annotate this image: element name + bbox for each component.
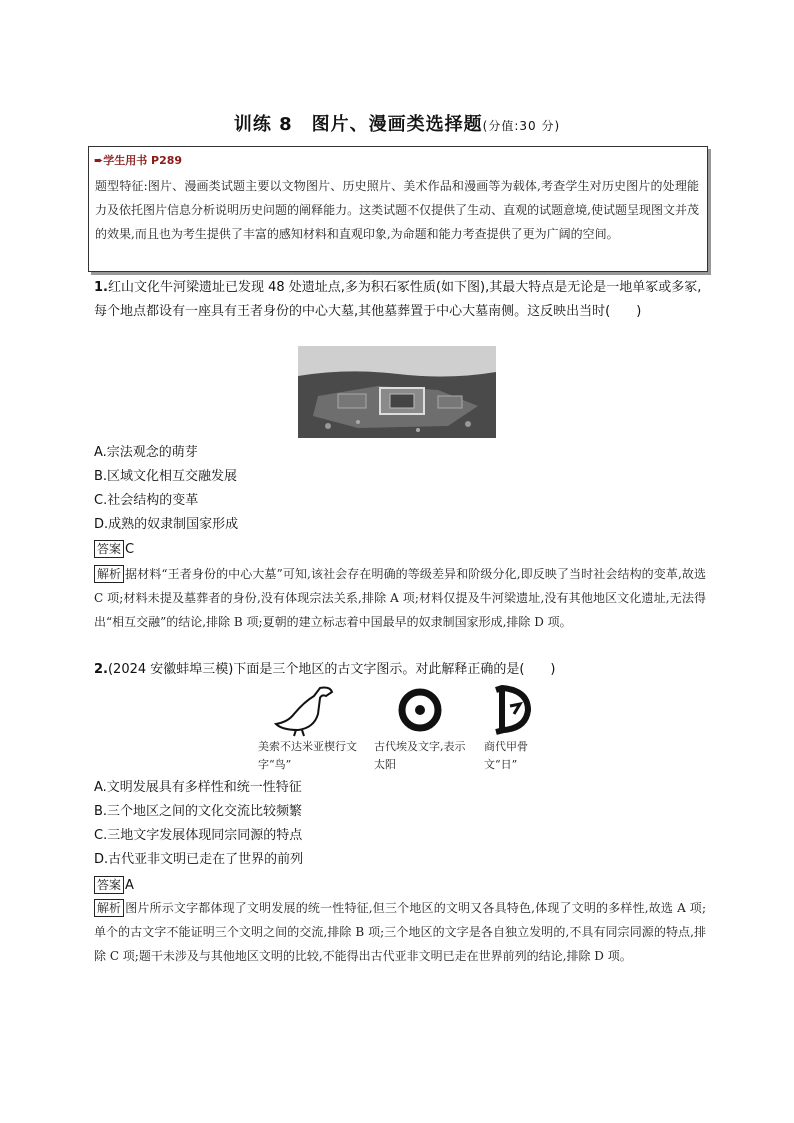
- title-text: 训练 8 图片、漫画类选择题: [233, 114, 483, 135]
- analysis-label: 解析: [94, 899, 124, 917]
- question-1-stem: [94, 276, 706, 324]
- type-description: 题型特征:图片、漫画类试题主要以文物图片、历史照片、美术作品和漫画等为载体,考查学生对历史图片的处理能力及依托图片信息分析说明历史问题的阐释能力。这类试题不仅提供了生动、直观的试题意境,使试题呈现图文并茂的效果,而且也为考生提供了丰富的感知材料和直观印象,为命题和能力考查提供了更为广阔的空间。: [95, 179, 699, 241]
- question-1-options: [94, 441, 238, 537]
- option-d[interactable]: D.古代亚非文明已走在了世界的前列: [94, 852, 304, 867]
- question-2-number: 2.: [94, 662, 108, 677]
- answer-label: 答案: [94, 540, 124, 558]
- caption-oracle-bone: 商代甲骨文“日”: [484, 740, 528, 771]
- question-type-box: [88, 146, 708, 272]
- caption-egyptian: 古代埃及文字,表示太阳: [374, 740, 466, 771]
- answer-label: 答案: [94, 876, 124, 894]
- analysis-label: 解析: [94, 565, 124, 583]
- question-1-answer: [94, 540, 134, 559]
- analysis-text: 图片所示文字都体现了文明发展的统一性特征,但三个地区的文明又各具特色,体现了文明的多样性,故选 A 项;单个的古文字不能证明三个文明之间的交流,排除 B 项;三个地区的文字是各自独立发明的,不具有同宗同源的特点,排除 C 项;题干未涉及与其他地区文明的比较,不能得出古代亚非文明已走在世界前列的结论,排除 D 项。: [94, 901, 706, 963]
- option-b[interactable]: B.区域文化相互交融发展: [94, 469, 238, 484]
- analysis-text: 据材料“王者身份的中心大墓”可知,该社会存在明确的等级差异和阶级分化,即反映了当时社会结构的变革,故选 C 项;材料未提及墓葬者的身份,没有体现宗法关系,排除 A 项;材料仅提及牛河梁遗址,没有其他地区文化遗址,无法得出“相互交融”的结论,排除 B 项;夏朝的建立标志着中国最早的奴隶制国家形成,排除 D 项。: [94, 567, 706, 629]
- question-2-options: [94, 776, 303, 872]
- question-2-answer: [94, 876, 134, 895]
- tomb-site-photo: [298, 346, 496, 438]
- option-a[interactable]: A.宗法观念的萌芽: [94, 445, 198, 460]
- option-d[interactable]: D.成熟的奴隶制国家形成: [94, 517, 239, 532]
- caption-cuneiform: 美索不达米亚楔行文字“鸟”: [258, 740, 357, 771]
- option-b[interactable]: B.三个地区之间的文化交流比较频繁: [94, 804, 303, 819]
- oracle-bone-sun-glyph: [488, 684, 536, 736]
- question-2-text: (2024 安徽蚌埠三模)下面是三个地区的古文字图示。对此解释正确的是( ): [107, 662, 556, 677]
- question-1-number: 1.: [94, 280, 108, 295]
- question-2-stem: [94, 658, 706, 682]
- question-1-analysis: [94, 562, 706, 634]
- page-title: [0, 110, 794, 136]
- egyptian-sun-glyph: [396, 686, 444, 734]
- book-reference: ➨学生用书 P289: [94, 154, 183, 167]
- points-note: (分值:30 分): [482, 119, 561, 133]
- option-c[interactable]: C.三地文字发展体现同宗同源的特点: [94, 828, 303, 843]
- cuneiform-bird-glyph: [270, 684, 340, 738]
- answer-value: C: [125, 542, 135, 557]
- option-c[interactable]: C.社会结构的变革: [94, 493, 199, 508]
- question-1-text: 红山文化牛河梁遗址已发现 48 处遗址点,多为积石冢性质(如下图),其最大特点是无论是一地单冢或多冢,每个地点都设有一座具有王者身份的中心大墓,其他墓葬置于中心大墓南侧。这反映出当时( ): [94, 280, 702, 319]
- answer-value: A: [125, 878, 134, 893]
- option-a[interactable]: A.文明发展具有多样性和统一性特征: [94, 780, 302, 795]
- tomb-photo-drawing: [298, 346, 496, 438]
- question-2-analysis: [94, 896, 706, 968]
